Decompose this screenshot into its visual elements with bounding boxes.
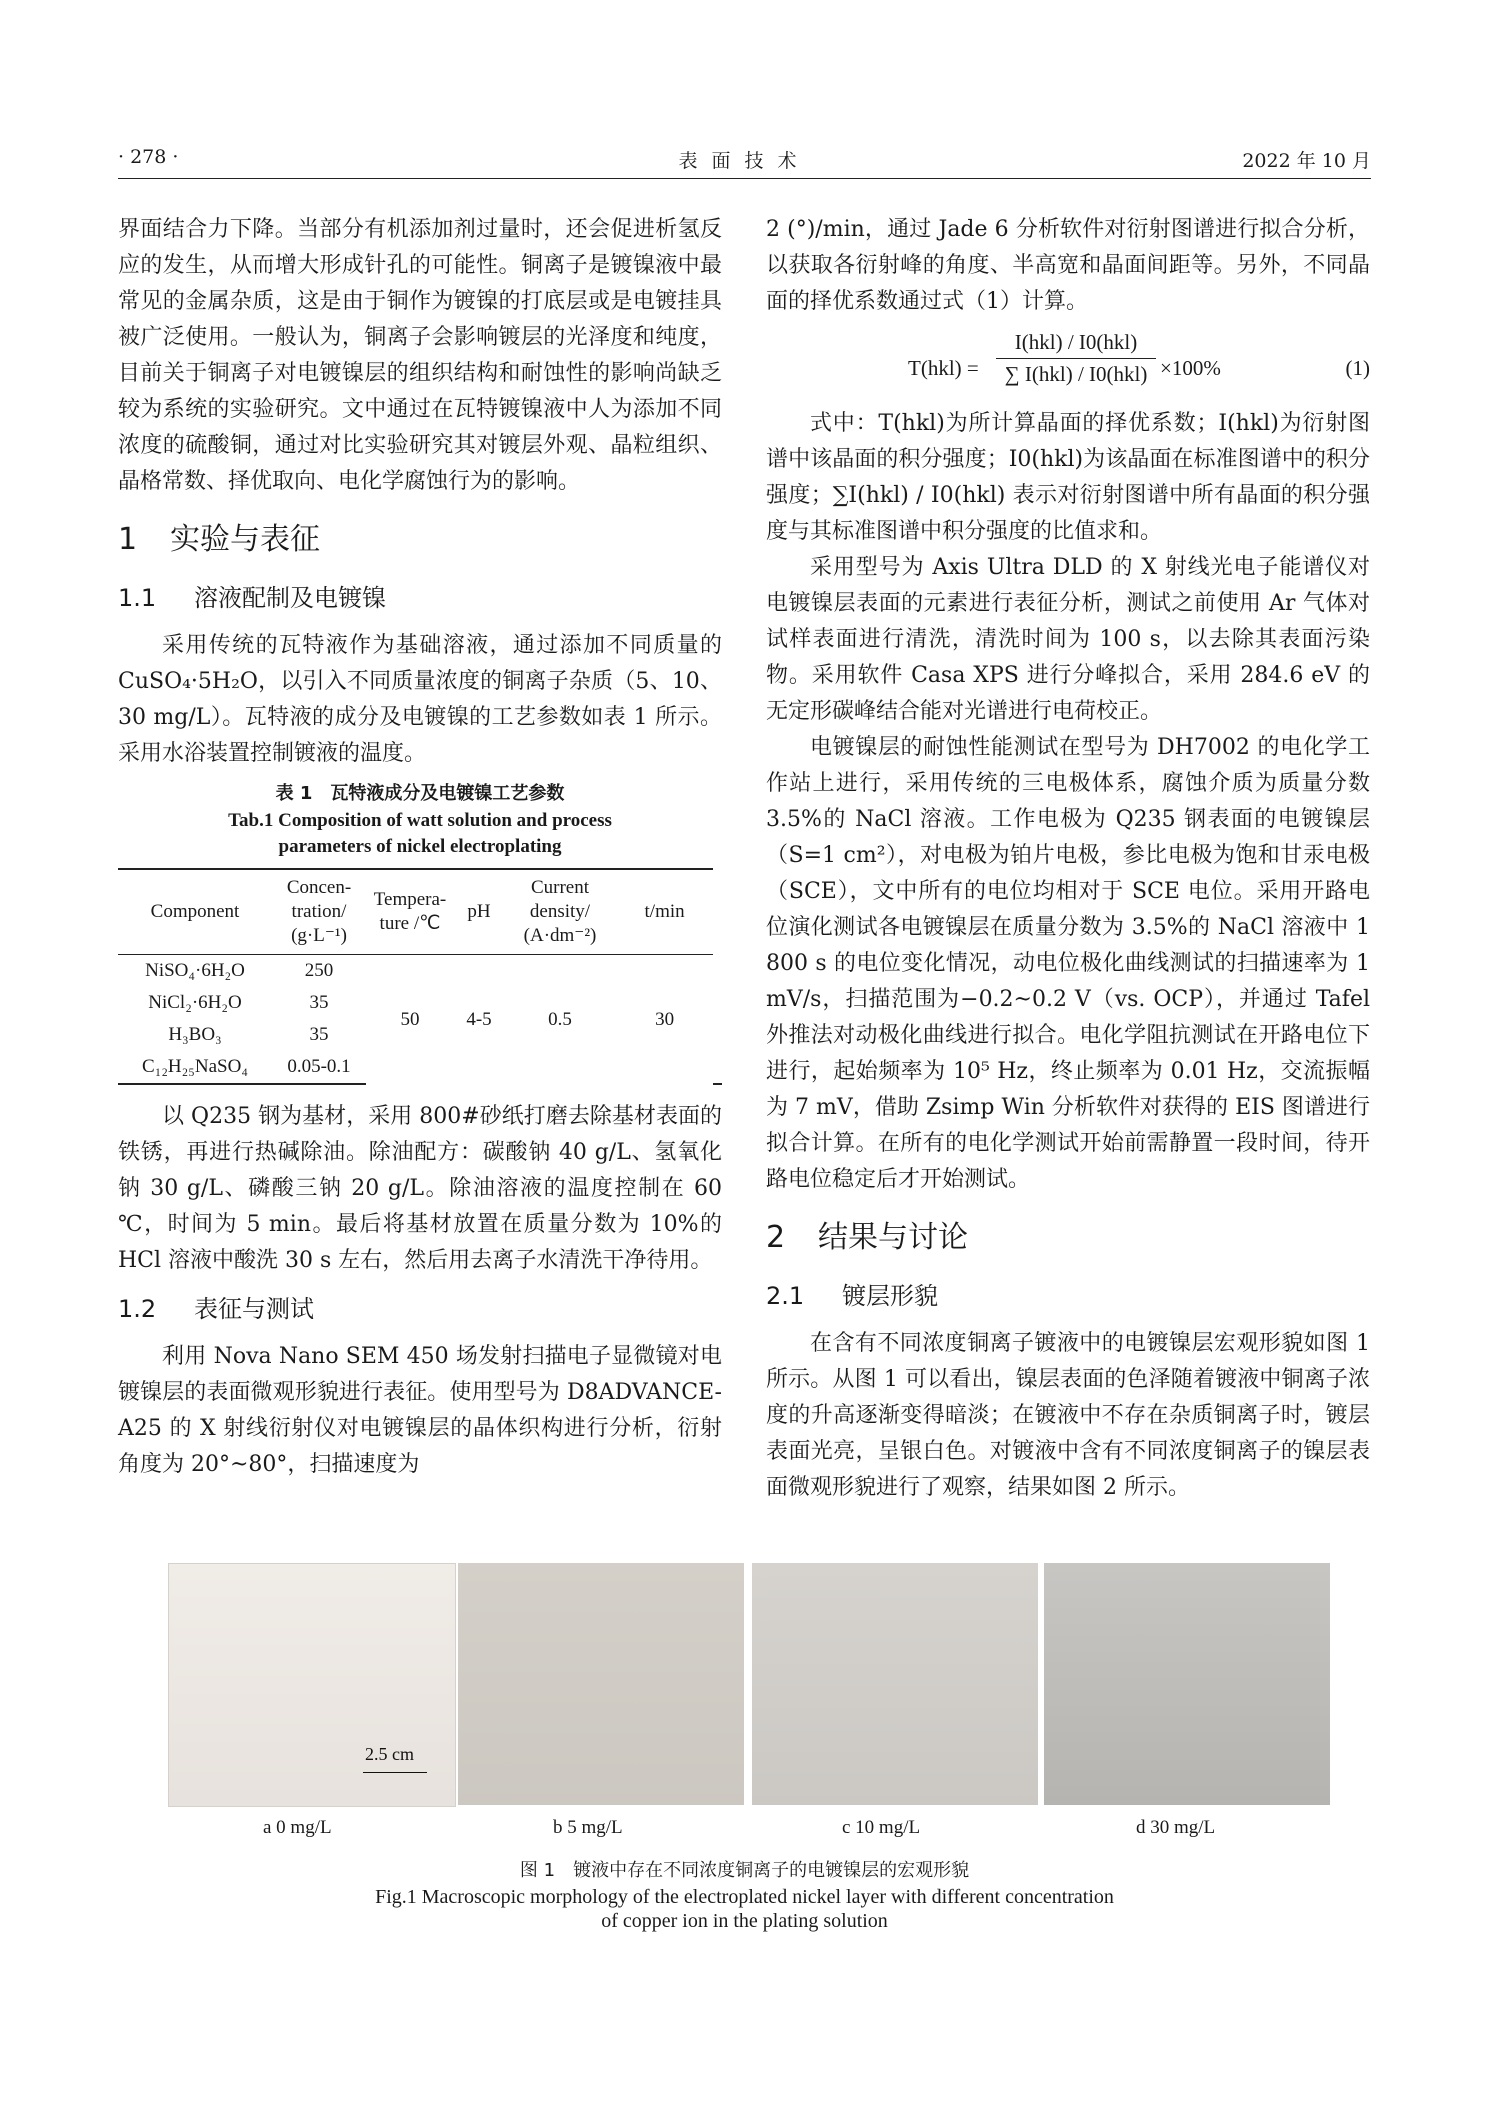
col-header: Component [118, 869, 272, 955]
table-bottom-rule [713, 1051, 722, 1084]
section-heading-1 [118, 516, 722, 564]
subfigure-label-b: b 5 mg/L [553, 1817, 623, 1838]
page-number: · 278 · [118, 146, 179, 168]
photo-30mgL [1044, 1563, 1330, 1805]
component-cell: C₁₂H₂₅NaSO₄ [118, 1051, 272, 1084]
subfigure-label-c: c 10 mg/L [842, 1817, 921, 1838]
paragraph: 利用 Nova Nano SEM 450 场发射扫描电子显微镜对电镀镍层的表面微观形貌进行表征。使用型号为 D8ADVANCE-A25 的 X 射线衍射仪对电镀镍层的晶体织构进行分析，衍射角度为 20°~80°，扫描速度为 [118, 1344, 722, 1477]
paragraph: 在含有不同浓度铜离子镀液中的电镀镍层宏观形貌如图 1 所示。从图 1 可以看出，镍层表面的色泽随着镀液中铜离子浓度的升高逐渐变得暗淡；在镀液中不存在杂质铜离子时，镀层表面光亮，呈银白色。对镀液中含有不同浓度铜离子的镍层表面微观形貌进行了观察，结果如图 2 所示。 [766, 1331, 1370, 1500]
figure-caption-en-2: of copper ion in the plating solution [601, 1910, 888, 1932]
issue-date: 2022 年 10 月 [1242, 150, 1371, 172]
section-title: 实验与表征 [170, 522, 320, 557]
table-row [118, 955, 722, 988]
subfigure-label-d: d 30 mg/L [1136, 1817, 1216, 1838]
running-header [118, 146, 1371, 176]
col-header: Concen-tration/ (g·L⁻¹) [272, 869, 366, 955]
equation-numerator: I(hkl) / I0(hkl) [996, 328, 1156, 359]
section-title: 结果与讨论 [818, 1220, 968, 1255]
photo-0mgL [168, 1563, 456, 1807]
col-header: Tempera-ture /℃ [366, 869, 454, 955]
section-heading-2 [766, 1214, 1370, 1262]
section-number: 1 [118, 522, 138, 557]
equation-fraction [996, 328, 1156, 389]
section-number: 2 [766, 1220, 786, 1255]
equation-1 [766, 324, 1370, 404]
paragraph: 采用型号为 Axis Ultra DLD 的 X 射线光电子能谱仪对电镀镍层表面的元素进行表征分析，测试之前使用 Ar 气体对试样表面进行清洗，清洗时间为 100 s，以去除其表面污染物。采用软件 Casa XPS 进行分峰拟合，采用 284.6 eV 的无定形碳峰结合能对光谱进行电荷校正。 [766, 555, 1370, 724]
paragraph: 以 Q235 钢为基材，采用 800#砂纸打磨去除基材表面的铁锈，再进行热碱除油。除油配方：碳酸钠 40 g/L、氢氧化钠 30 g/L、磷酸三钠 20 g/L。除油溶液的温度控制在 60 ℃，时间为 5 min。最后将基材放置在质量分数为 10%的 HCl 溶液中酸洗 30 s 左右，然后用去离子水清洗干净待用。 [118, 1104, 722, 1273]
temperature-cell: 50 [400, 1008, 420, 1030]
concentration-cell: 0.05-0.1 [272, 1051, 366, 1084]
paragraph: 采用传统的瓦特液作为基础溶液，通过添加不同质量的 CuSO₄·5H₂O，以引入不同质量浓度的铜离子杂质（5、10、30 mg/L）。瓦特液的成分及电镀镍的工艺参数如表 1 所示。采用水浴装置控制镀液的温度。 [118, 633, 722, 766]
subsection-number: 1.1 [118, 584, 157, 612]
subsection-title: 表征与测试 [194, 1295, 314, 1323]
subfigure-labels [118, 1813, 1371, 1847]
left-column [118, 212, 722, 1483]
equation-tail: ×100% [1160, 356, 1221, 380]
component-cell: NiSO₄·6H₂O [145, 960, 245, 981]
table-caption-en-2: parameters of nickel electroplating [278, 836, 562, 857]
subsection-heading-2-1 [766, 1276, 1370, 1316]
paragraph: 2 (°)/min，通过 Jade 6 分析软件对衍射图谱进行拟合分析，以获取各衍射峰的角度、半高宽和晶面间距等。另外，不同晶面的择优系数通过式（1）计算。 [766, 217, 1370, 314]
current-density-cell: 0.5 [548, 1008, 572, 1030]
subsection-title: 镀层形貌 [842, 1282, 938, 1310]
subsection-title: 溶液配制及电镀镍 [194, 584, 386, 612]
ph-cell: 4-5 [466, 1008, 492, 1030]
scale-bar-label: 2.5 cm [365, 1744, 414, 1764]
col-header: pH [454, 869, 504, 955]
scale-bar [363, 1772, 427, 1773]
photo-row [118, 1563, 1371, 1813]
equation-denominator: ∑ I(hkl) / I0(hkl) [1004, 362, 1148, 386]
subsection-heading-1-2 [118, 1289, 722, 1329]
right-column [766, 212, 1370, 1506]
figure-1 [118, 1563, 1371, 1933]
subfigure-label-a: a 0 mg/L [263, 1817, 332, 1838]
equation-lhs: T(hkl) = [908, 356, 979, 380]
composition-table [118, 868, 722, 1085]
photo-10mgL [752, 1563, 1038, 1805]
concentration-cell: 35 [309, 992, 329, 1013]
equation-number: (1) [1345, 356, 1370, 380]
paragraph: 电镀镍层的耐蚀性能测试在型号为 DH7002 的电化学工作站上进行，采用传统的三电极体系，腐蚀介质为质量分数 3.5%的 NaCl 溶液。工作电极为 Q235 钢表面的电镀镍层（S=1 cm²），对电极为铂片电极，参比电极为饱和甘汞电极（SCE），文中所有的电位均相对于 SCE 电位。采用开路电位演化测试各电镀镍层在质量分数为 3.5%的 NaCl 溶液中 1 800 s 的电位变化情况，动电位极化曲线测试的扫描速率为 1 mV/s，扫描范围为−0.2~0.2 V（vs. OCP），并通过 Tafel 外推法对动极化曲线进行拟合。电化学阻抗测试在开路电位下进行，起始频率为 10⁵ Hz，终止频率为 0.01 Hz，交流振幅为 7 mV，借助 Zsimp Win 分析软件对获得的 EIS 图谱进行拟合计算。在所有的电化学测试开始前需静置一段时间，待开路电位稳定后才开始测试。 [766, 735, 1370, 1192]
photo-5mgL [458, 1563, 744, 1805]
component-cell: NiCl₂·6H₂O [148, 992, 242, 1013]
subsection-heading-1-1 [118, 578, 722, 618]
figure-caption-cn: 图 1 镀液中存在不同浓度铜离子的电镀镍层的宏观形貌 [519, 1860, 970, 1881]
col-header: t/min [616, 869, 713, 955]
subsection-number: 2.1 [766, 1282, 805, 1310]
time-cell: 30 [655, 1008, 675, 1030]
figure-caption-en-1: Fig.1 Macroscopic morphology of the electroplated nickel layer with different concentration [375, 1886, 1114, 1908]
table-caption-en-1: Tab.1 Composition of watt solution and process [228, 810, 612, 831]
paragraph: 界面结合力下降。当部分有机添加剂过量时，还会促进析氢反应的发生，从而增大形成针孔的可能性。铜离子是镀镍液中最常见的金属杂质，这是由于铜作为镀镍的打底层或是电镀挂具被广泛使用。一般认为，铜离子会影响镀层的光泽度和纯度，目前关于铜离子对电镀镍层的组织结构和耐蚀性的影响尚缺乏较为系统的实验研究。文中通过在瓦特镀镍液中人为添加不同浓度的硫酸铜，通过对比实验研究其对镀层外观、晶粒组织、晶格常数、择优取向、电化学腐蚀行为的影响。 [118, 217, 722, 494]
concentration-cell: 250 [304, 960, 334, 981]
concentration-cell: 35 [309, 1024, 329, 1045]
table-caption-cn: 表 1 瓦特液成分及电镀镍工艺参数 [275, 783, 565, 804]
header-rule [118, 178, 1371, 179]
paragraph: 式中：T(hkl)为所计算晶面的择优系数；I(hkl)为衍射图谱中该晶面的积分强度；I0(hkl)为该晶面在标准图谱中的积分强度；∑I(hkl) / I0(hkl) 表示对衍射图谱中所有晶面的积分强度与其标准图谱中积分强度的比值求和。 [766, 411, 1370, 544]
journal-title: 表面技术 [678, 150, 811, 172]
col-header: Current density/ (A·dm⁻²) [504, 869, 616, 955]
table-header-row [118, 869, 722, 955]
subsection-number: 1.2 [118, 1295, 157, 1323]
component-cell: H₃BO₃ [168, 1024, 222, 1045]
